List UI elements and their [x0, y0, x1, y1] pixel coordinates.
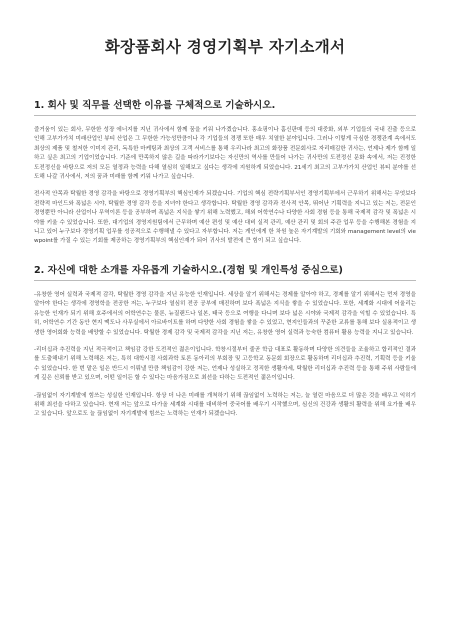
answer-2-paragraph-1: -유창한 영어 실력과 국제적 감각, 탁월한 경영 감각을 지닌 유능한 인재입니다. 세상을 알기 위해서는 경제를 알아야 하고, 경제를 알기 위해서는 먼저 경영을 알아야 한다는 생각에 경영학을 전공한 저는, 누구보다 열심히 전공 공부에 매진하며 보다 폭넓은 지식을 쌓을 수 있었습니다. 또한, 세계화 시대에 어울리는 유능한 인재가 되기 위해 호주에서의 어학연수는 물론, 뉴질랜드나 일본, 태국 등으로 여행을 다니며 보다 넓은 시야와 국제적 감각을 익힐 수 있었습니다. 특히, 어학연수 기간 동안 현지 맥도나 사무실에서 아르바이트를 하며 다양한 사회 경험을 쌓을 수 있었고, 현지인들과의 꾸준한 교류를 통해 보다 실용적이고 생생한 영어회화 능력을 배양할 수 있었습니다. 탁월한 경제 감각 및 국제적 감각을 지닌 저는, 유창한 영어 실력과 능숙한 컴퓨터 활용 능력을 지니고 있습니다. — [34, 291, 416, 336]
answer-2-paragraph-2: -리더십과 추진력을 지닌 적극적이고 책임감 강한 도전적인 젊은이입니다. 학창시절부터 줄곧 학급 대표로 활동하며 다양한 의견들을 조율하고 합리적인 결과를 도출해내기 위해 노력해온 저는, 특히 대학시절 사회과학 토론 동아리의 부회장 및 고등학교 동문회 회장으로 활동하며 리더십과 추진력, 기획력 등을 키울 수 있었습니다. 한 번 맡은 일은 반드시 이뤄낼 만큼 책임감이 강한 저는, 언제나 성실하고 정직한 생활자세, 탁월한 리더십과 추진력 등을 통해 주위 사람들에게 깊은 신뢰를 받고 있으며, 어떤 일이든 할 수 있다는 마음가짐으로 최선을 다하는 도전적인 젊은이입니다. — [34, 346, 416, 382]
answer-2 — [34, 291, 416, 420]
question-2-heading: 2. 자신에 대한 소개를 자유롭게 기술하시오.(경험 및 개인특성 중심으로) — [34, 264, 416, 281]
answer-1-paragraph-2: 전사적 안목과 탁월한 경영 감각을 바탕으로 경영기획부의 핵심인재가 되겠습니다. 기업의 핵심 전략기획부서인 경영기획부에서 근무하기 위해서는 무엇보다 전략적 마인드와 폭넓은 시야, 탁월한 경영 감각 등을 지녀야 한다고 생각합니다. 탁월한 경영 감각과 전사적 안목, 뛰어난 기획력을 지니고 있는 저는, 전문인 경영뿐만 아니라 산업이나 무역이론 등을 공부하며 폭넓은 지식을 쌓기 위해 노력했고, 해외 어학연수나 다양한 사회 경험 등을 통해 국제적 감각 및 폭넓은 시야를 키울 수 있었습니다. 또한, 대기업의 경영지원팀에서 근무하며 예산 편성 및 예산 대비 실적 관리, 예산 관리 및 회의 주관 업무 등을 수행해본 경험을 지니고 있어 누구보다 경영기획 업무를 성공적으로 수행해낼 수 있다고 자부합니다. 저는 게인에게 한 차원 높은 자기계발의 기회와 management level의 viewpoint를 가질 수 있는 기회를 제공하는 경영기획부의 핵심인재가 되어 귀사의 발전에 큰 힘이 되고 싶습니다. — [34, 191, 416, 245]
question-1-heading: 1. 회사 및 직무를 선택한 이유를 구체적으로 기술하시오. — [34, 99, 416, 116]
answer-1-paragraph-1: 즐거움이 있는 회사, 무한한 성장 에너지를 지닌 귀사에서 함께 꿈을 키워 나가겠습니다. 홍쇼핑이나 홈신판매 등의 대중화, 외부 기업들의 국내 진출 등으로 인해 고부가가치 미래산업인 뷰티 산업은 그 무한한 가능성만큼이나 각 기업들의 경쟁 또한 매우 치열한 분야입니다. 그러나 이렇게 극심한 경쟁관계 속에서도 최상의 제품 및 철저한 이미지 관리, 독특한 마케팅과 최상의 고객 서비스를 통해 우리나라 최고의 화장품 전문회사로 자리매김한 귀사는, 언제나 제가 함께 일하고 싶은 최고의 기업이었습니다. 기준에 만족하지 않은 길을 따라가기보다는 자신만의 역사를 만들어 나가는 귀사만의 도전정신 문화 속에서, 저는 진정한 도전정신을 바탕으로 저의 모든 열정과 능력을 다해 열심히 일해보고 싶다는 생각에 지원하게 되었습니다. 21세기 최고의 고부가가치 산업인 뷰티 분야를 선도해 나갈 귀사에서, 저의 꿈과 미래를 함께 키워 나가고 싶습니다. — [34, 127, 416, 181]
answer-1 — [34, 126, 416, 247]
document-title: 화장품회사 경영기획부 자기소개서 — [104, 38, 346, 56]
answer-2-paragraph-3: -끊임없이 자기계발에 힘쓰는 성실한 인재입니다. 항상 더 나은 미래를 개척하기 위해 끊임없이 노력하는 저는, 늘 열린 마음으로 더 많은 것을 배우고 익히기 위해 최선을 다하고 있습니다. 현재 저는 앞으로 다가올 세계화 시대를 대비하여 중국어를 배우기 시작했으며, 심신의 건강과 생활의 활력을 위해 요가를 배우고 있습니다. 앞으로도 늘 끊임없이 자기계발에 힘쓰는 노력하는 인재가 되겠습니다. — [34, 392, 416, 418]
